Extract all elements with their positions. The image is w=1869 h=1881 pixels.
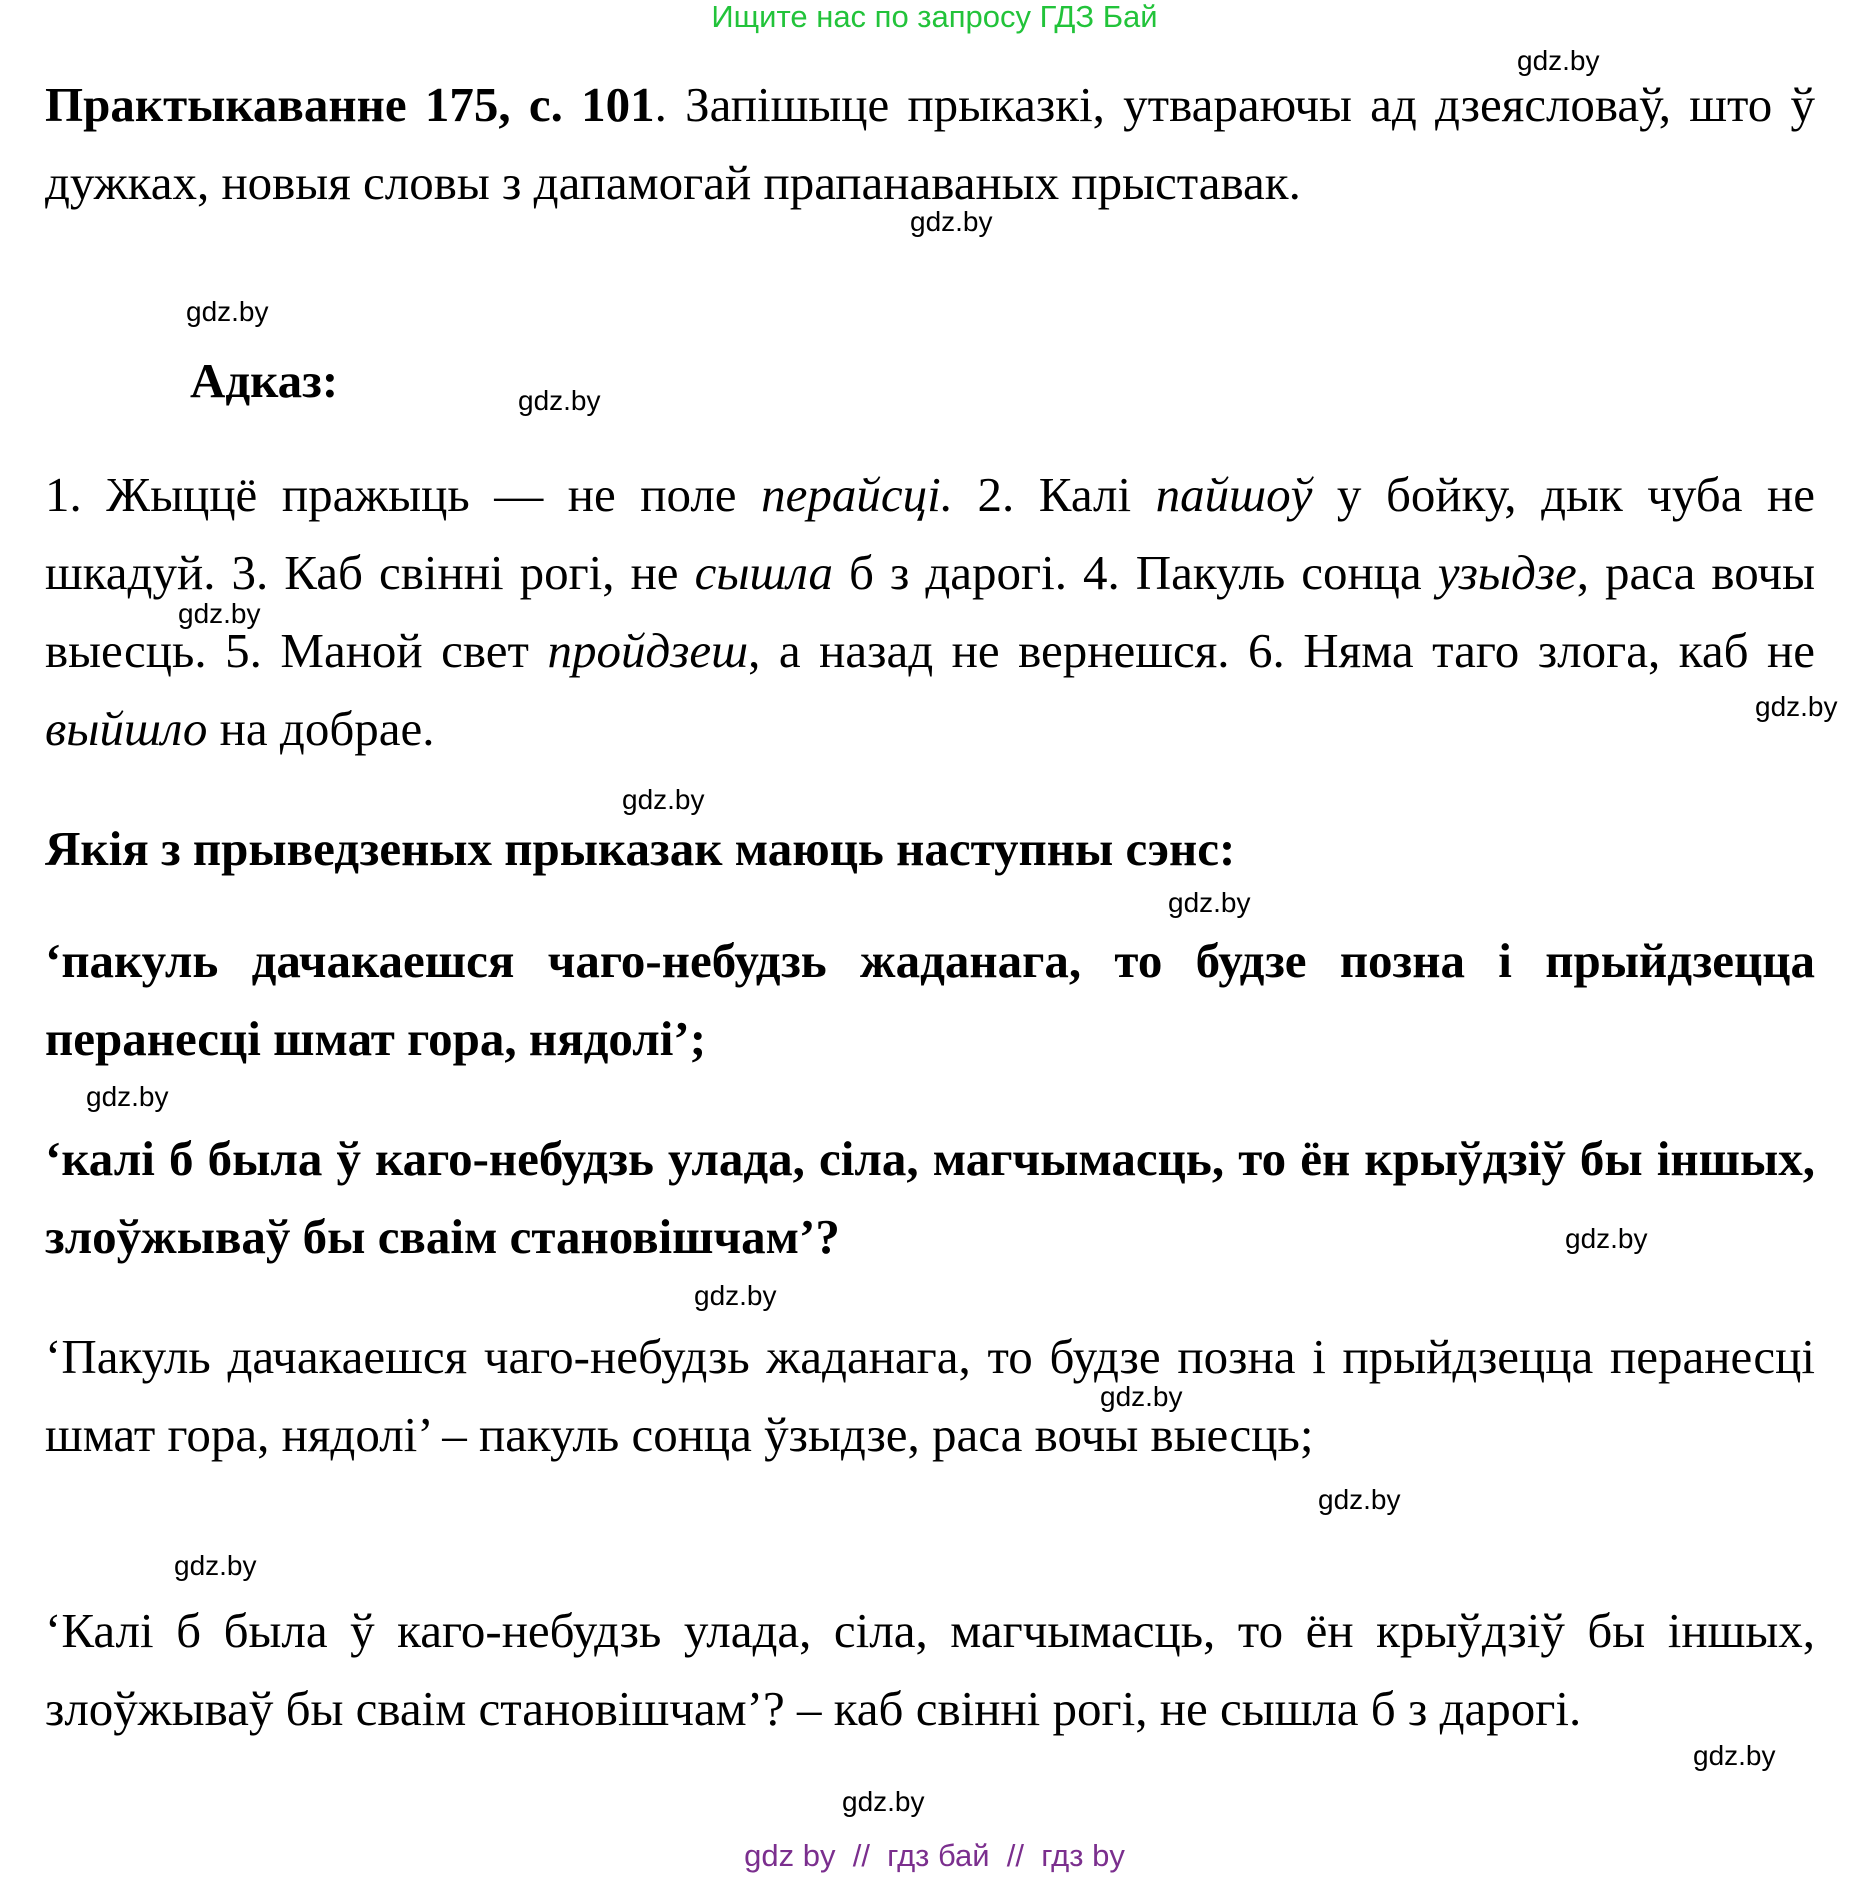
- answer-text: у бойку, дык чуба не шкадуй. 3. Каб свінні рогі, не: [45, 467, 1815, 600]
- answer-word: пройдзеш: [547, 623, 749, 678]
- answer-word: пайшоў: [1155, 467, 1313, 522]
- watermark: gdz.by: [1100, 1381, 1183, 1412]
- answer-text: 2. Калі: [952, 467, 1156, 522]
- task-page: с. 101: [528, 77, 655, 132]
- watermark: gdz.by: [622, 784, 705, 815]
- answer-label: Адказ:: [190, 353, 339, 408]
- watermark: gdz.by: [694, 1280, 777, 1311]
- meaning-2: ‘калі б была ў каго-небудзь улада, сіла, магчымасць, то ён крыўдзіў бы іншых, злоўжываў бы сваім становішчам’?: [45, 1131, 1815, 1264]
- question-heading: Якія з прыведзеных прыказак маюць наступны сэнс:: [45, 821, 1236, 876]
- task-dot: .: [654, 77, 667, 132]
- watermark: gdz.by: [518, 385, 601, 416]
- answer-paragraph: [45, 456, 1815, 768]
- task-paragraph: [45, 66, 1815, 222]
- watermark: gdz.by: [1565, 1223, 1648, 1254]
- explanation-1: ‘Пакуль дачакаешся чаго-небудзь жаданага, то будзе позна і прыйдзецца перанесці шмат гора, нядолі’ – пакуль сонца ўзыдзе, раса вочы выесць;: [45, 1329, 1815, 1462]
- watermark: gdz.by: [1693, 1740, 1776, 1771]
- answer-text: на добрае.: [207, 701, 435, 756]
- task-text: Запішыце прыказкі, утвараючы ад дзеясловаў, што ў дужках, новыя словы з дапамогай прапанаваных прыставак.: [45, 77, 1816, 210]
- explanation-2: ‘Калі б была ў каго-небудзь улада, сіла, магчымасць, то ён крыўдзіў бы іншых, злоўжываў бы сваім становішчам’? – каб свінні рогі, не сышла б з дарогі.: [45, 1603, 1815, 1736]
- answer-word: перайсці.: [761, 467, 953, 522]
- watermark: gdz.by: [186, 296, 269, 327]
- answer-word: узыдзе: [1437, 545, 1577, 600]
- watermark: gdz.by: [842, 1786, 925, 1817]
- watermark: gdz.by: [86, 1081, 169, 1112]
- watermark: gdz.by: [1168, 887, 1251, 918]
- footer-links: gdz by // гдз бай // гдз by: [744, 1838, 1125, 1873]
- answer-text: б з дарогі. 4. Пакуль сонца: [832, 545, 1438, 600]
- meaning-1: ‘пакуль дачакаешся чаго-небудзь жаданага, то будзе позна і прыйдзецца перанесці шмат гора, нядолі’;: [45, 933, 1815, 1066]
- answer-word: выйшло: [45, 701, 208, 756]
- watermark: gdz.by: [910, 206, 993, 237]
- watermark: gdz.by: [1755, 691, 1838, 722]
- top-banner: Ищите нас по запросу ГДЗ Бай: [711, 0, 1158, 34]
- task-title: Практыкаванне 175,: [45, 77, 511, 132]
- watermark: gdz.by: [1517, 45, 1600, 76]
- watermark: gdz.by: [1318, 1484, 1401, 1515]
- watermark: gdz.by: [174, 1550, 257, 1581]
- answer-word: сышла: [694, 545, 833, 600]
- answer-text: , раса вочы выесць. 5. Маной свет: [45, 545, 1815, 678]
- answer-text: 1. Жыццё пражыць — не поле: [45, 467, 762, 522]
- answer-text: , а назад не вернешся. 6. Няма таго злога, каб не: [748, 623, 1815, 678]
- watermark: gdz.by: [178, 598, 261, 629]
